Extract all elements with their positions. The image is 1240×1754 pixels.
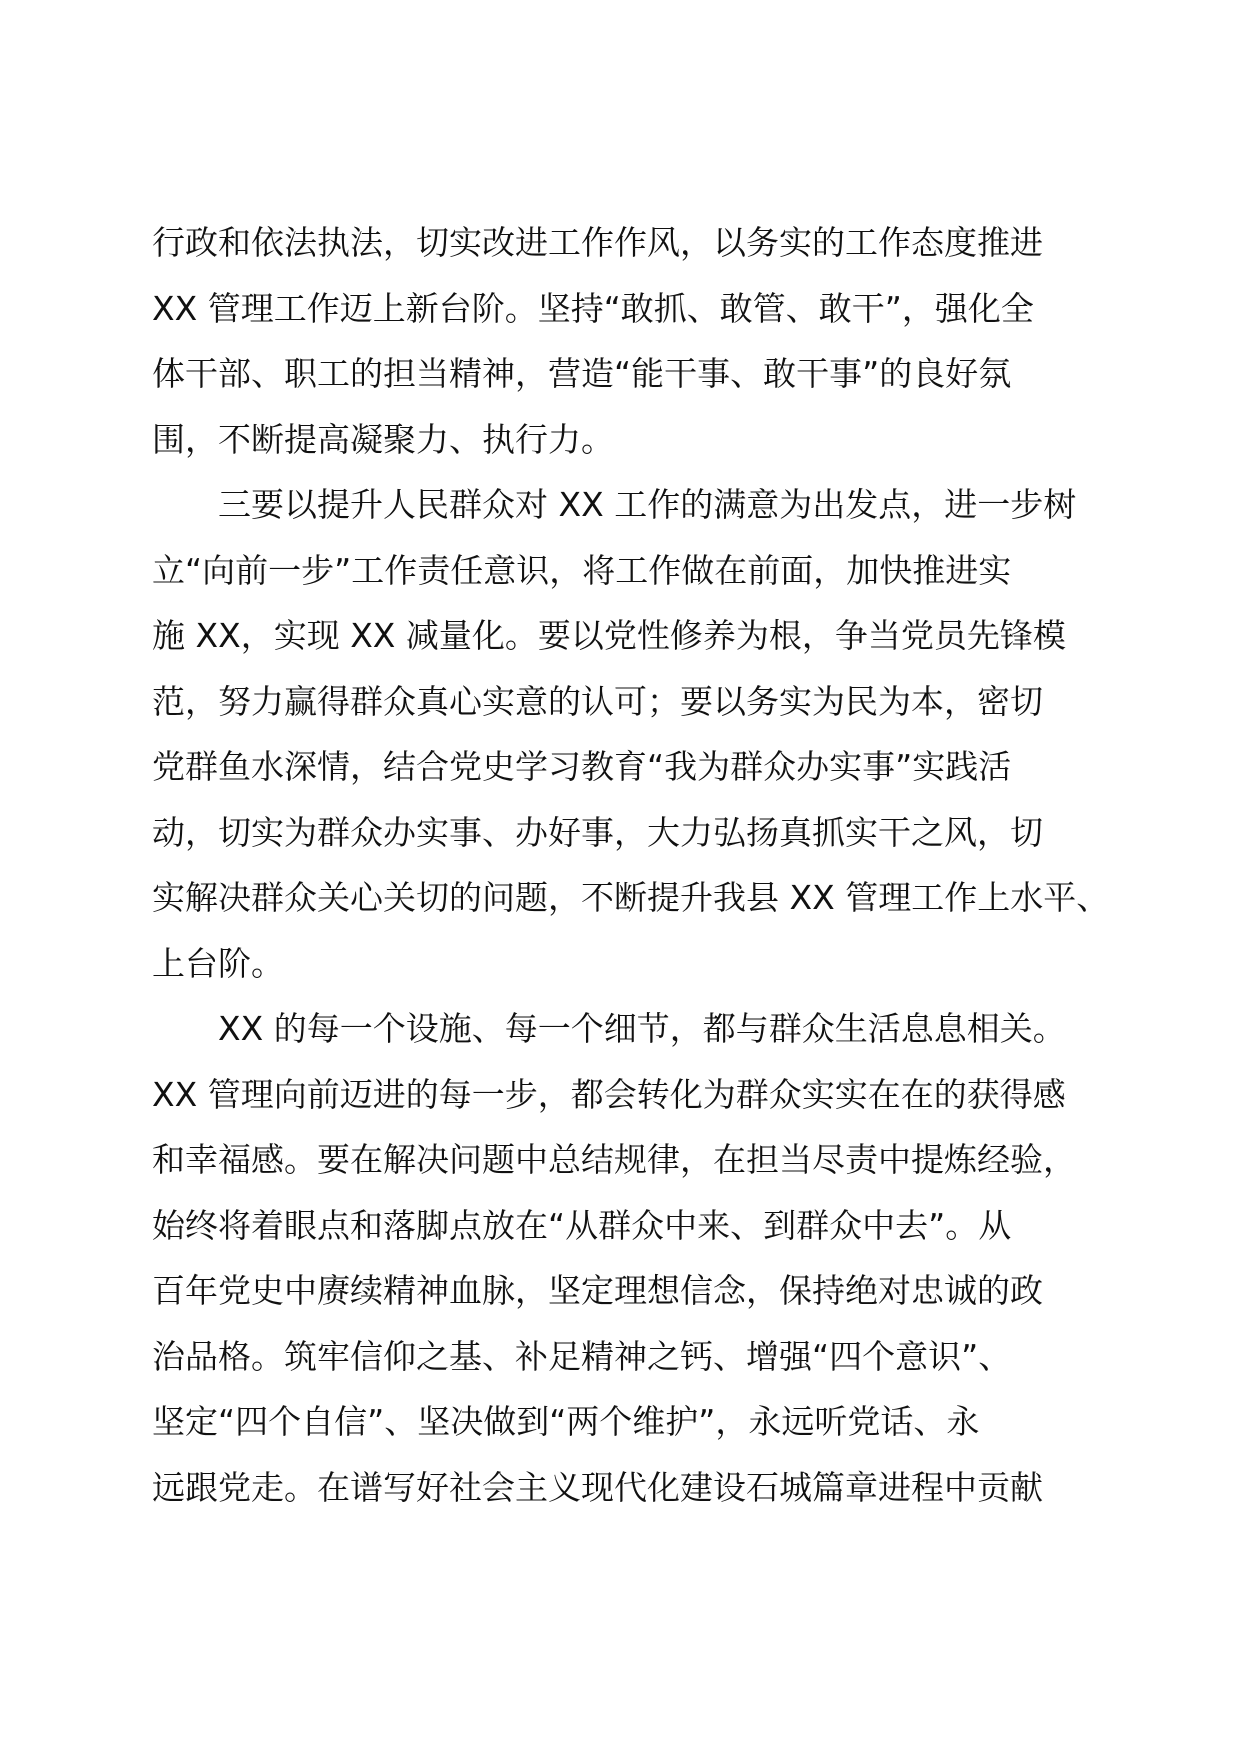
text-line: 坚定“四个自信”、坚决做到“两个维护”，永远听党话、永	[152, 1402, 980, 1441]
text-line: 范，努力赢得群众真心实意的认可；要以务实为民为本，密切	[152, 681, 1043, 721]
document-body	[152, 210, 1109, 1520]
text-line: 上台阶。	[152, 943, 284, 983]
text-line: 党群鱼水深情，结合党史学习教育“我为群众办实事”实践活	[152, 747, 1012, 786]
text-line: 施 XX，实现 XX 减量化。要以党性修养为根，争当党员先锋模	[152, 616, 1066, 655]
text-line: 体干部、职工的担当精神，营造“能干事、敢干事”的良好氛	[152, 354, 1012, 393]
text-line: 始终将着眼点和落脚点放在“从群众中来、到群众中去”。从	[152, 1205, 1012, 1245]
text-line: 实解决群众关心关切的问题，不断提升我县 XX 管理工作上水平、	[152, 878, 1110, 917]
text-line: 行政和依法执法，切实改进工作作风，以务实的工作态度推进	[152, 223, 1043, 262]
paragraph-2	[152, 472, 1109, 996]
text-line: 立“向前一步”工作责任意识，将工作做在前面，加快推进实	[152, 550, 1012, 590]
text-line: 围，不断提高凝聚力、执行力。	[152, 419, 614, 459]
text-line: 百年党史中赓续精神血脉，坚定理想信念，保持绝对忠诚的政	[152, 1271, 1043, 1310]
text-line: XX 管理向前迈进的每一步，都会转化为群众实实在在的获得感	[152, 1074, 1066, 1114]
text-line: 远跟党走。在谱写好社会主义现代化建设石城篇章进程中贡献	[152, 1467, 1043, 1507]
text-line: 动，切实为群众办实事、办好事，大力弘扬真抓实干之风，切	[152, 812, 1043, 852]
text-line-first: 三要以提升人民群众对 XX 工作的满意为出发点，进一步树	[218, 485, 1077, 524]
text-line: XX 管理工作迈上新台阶。坚持“敢抓、敢管、敢干”，强化全	[152, 288, 1034, 328]
paragraph-3	[152, 996, 1109, 1520]
text-line: 和幸福感。要在解决问题中总结规律，在担当尽责中提炼经验，	[152, 1140, 1076, 1179]
text-line-first: XX 的每一个设施、每一个细节，都与群众生活息息相关。	[218, 1009, 1066, 1048]
paragraph-1	[152, 210, 1109, 472]
text-line: 治品格。筑牢信仰之基、补足精神之钙、增强“四个意识”、	[152, 1336, 1012, 1376]
